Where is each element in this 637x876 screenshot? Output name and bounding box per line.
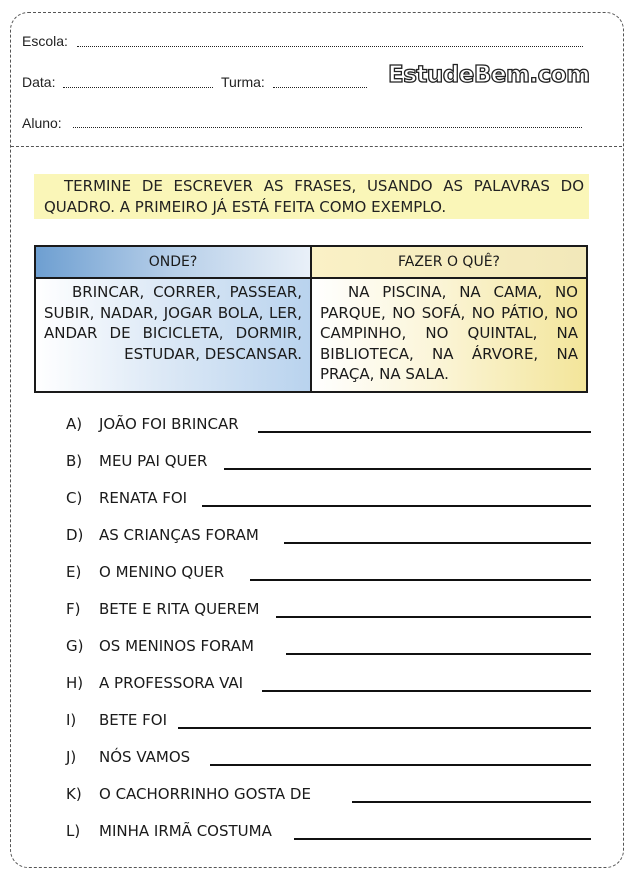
answer-line[interactable] (284, 542, 591, 544)
header-divider (11, 146, 622, 147)
exercise-item (66, 600, 591, 622)
exercise-item (66, 526, 591, 548)
item-sentence: O CACHORRINHO GOSTA DE (99, 785, 311, 803)
exercise-item (66, 563, 591, 585)
exercise-item (66, 637, 591, 659)
item-sentence: O MENINO QUER (99, 563, 225, 581)
answer-line[interactable] (210, 764, 591, 766)
item-letter: G) (66, 637, 84, 655)
what-header: FAZER O QUÊ? (312, 247, 586, 279)
where-column (36, 247, 312, 391)
worksheet-frame (10, 12, 624, 868)
item-sentence: MEU PAI QUER (99, 452, 208, 470)
item-sentence: RENATA FOI (99, 489, 188, 507)
where-words: BRINCAR, CORRER, PASSEAR, SUBIR, NADAR, JOGAR BOLA, LER, ANDAR DE BICICLETA, DORMIR, ESTUDAR, DESCANSAR. (44, 283, 302, 363)
exercise-item (66, 711, 591, 733)
item-letter: J) (66, 748, 77, 766)
item-letter: K) (66, 785, 82, 803)
item-sentence: OS MENINOS FORAM (99, 637, 254, 655)
student-label: Aluno: (22, 115, 62, 131)
item-letter: A) (66, 415, 83, 433)
exercise-item (66, 822, 591, 844)
what-column (312, 247, 586, 391)
exercise-item (66, 674, 591, 696)
class-label: Turma: (221, 74, 265, 90)
item-sentence: A PROFESSORA VAI (99, 674, 244, 692)
answer-line[interactable] (352, 801, 591, 803)
item-sentence: AS CRIANÇAS FORAM (99, 526, 259, 544)
answer-line[interactable] (276, 616, 591, 618)
school-label: Escola: (22, 33, 68, 49)
item-letter: I) (66, 711, 77, 729)
answer-line[interactable] (250, 579, 591, 581)
answer-line[interactable] (178, 727, 591, 729)
item-letter: E) (66, 563, 82, 581)
item-sentence: MINHA IRMÃ COSTUMA (99, 822, 272, 840)
item-sentence: BETE FOI (99, 711, 168, 729)
where-header: ONDE? (36, 247, 310, 279)
word-table (34, 245, 588, 393)
answer-line[interactable] (294, 838, 591, 840)
exercise-item (66, 785, 591, 807)
exercise-item (66, 748, 591, 770)
item-sentence: NÓS VAMOS (99, 748, 191, 766)
answer-line[interactable] (258, 431, 591, 433)
answer-line[interactable] (224, 468, 591, 470)
item-letter: D) (66, 526, 84, 544)
item-sentence: BETE E RITA QUEREM (99, 600, 260, 618)
item-letter: L) (66, 822, 81, 840)
exercise-item (66, 452, 591, 474)
instruction-text: TERMINE DE ESCREVER AS FRASES, USANDO AS PALAVRAS DO QUADRO. A PRIMEIRO JÁ ESTÁ FEITA COMO EXEMPLO. (44, 177, 584, 216)
answer-line[interactable] (262, 690, 591, 692)
item-letter: F) (66, 600, 81, 618)
site-logo: EstudeBem.com (388, 62, 590, 88)
class-field[interactable] (273, 87, 367, 88)
item-letter: H) (66, 674, 84, 692)
item-letter: C) (66, 489, 83, 507)
exercise-item (66, 489, 591, 511)
exercise-item (66, 415, 591, 437)
date-field[interactable] (63, 87, 213, 88)
what-words: NA PISCINA, NA CAMA, NO PARQUE, NO SOFÁ, NO PÁTIO, NO CAMPINHO, NO QUINTAL, NA BIBLIOTECA, NA ÁRVORE, NA PRAÇA, NA SALA. (320, 283, 578, 383)
date-label: Data: (22, 74, 56, 90)
student-field[interactable] (73, 127, 582, 128)
answer-line[interactable] (286, 653, 591, 655)
school-field[interactable] (77, 46, 583, 47)
item-sentence: JOÃO FOI BRINCAR (99, 415, 239, 433)
answer-line[interactable] (202, 505, 591, 507)
item-letter: B) (66, 452, 83, 470)
